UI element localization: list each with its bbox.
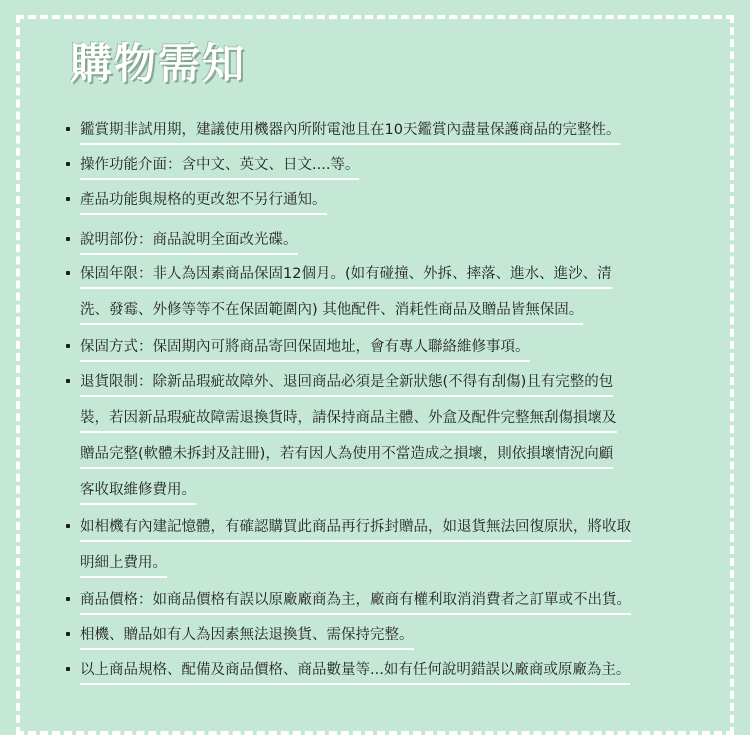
note-text: 鑑賞期非試用期，建議使用機器內所附電池且在10天鑑賞內盡量保護商品的完整性。 [80, 119, 620, 145]
note-line [80, 552, 167, 584]
bullet-icon [66, 237, 70, 241]
note-line [80, 154, 359, 186]
bullet-icon [66, 344, 70, 348]
note-line [80, 624, 414, 656]
note-line [80, 516, 631, 548]
note-text: 如相機有內建記憶體，有確認購買此商品再行拆封贈品，如退貨無法回復原狀，將收取 [80, 516, 631, 542]
note-text: 裝，若因新品瑕疵故障需退換貨時，請保持商品主體、外盒及配件完整無刮傷損壞及 [80, 407, 617, 433]
page-title: 購物需知 [70, 39, 247, 88]
note-text: 操作功能介面：含中文、英文、日文....等。 [80, 154, 359, 180]
note-text: 保固方式：保固期內可將商品寄回保固地址，會有專人聯絡維修事項。 [80, 336, 530, 362]
note-line [80, 263, 612, 295]
bullet-icon [66, 524, 70, 528]
bullet-icon [66, 162, 70, 166]
note-text: 產品功能與規格的更改恕不另行通知。 [80, 189, 327, 215]
note-line [80, 119, 620, 151]
bullet-icon [66, 632, 70, 636]
note-line [80, 189, 327, 221]
note-line [80, 659, 630, 691]
note-line [80, 479, 196, 511]
note-text: 商品價格：如商品價格有誤以原廠廠商為主，廠商有權利取消消費者之訂單或不出貨。 [80, 589, 631, 615]
note-text: 說明部份：商品說明全面改光碟。 [80, 229, 298, 255]
note-text: 退貨限制：除新品瑕疵故障外、退回商品必須是全新狀態(不得有刮傷)且有完整的包 [80, 371, 613, 397]
note-line [80, 229, 298, 261]
note-text: 相機、贈品如有人為因素無法退換貨、需保持完整。 [80, 624, 414, 650]
bullet-icon [66, 127, 70, 131]
note-text: 明細上費用。 [80, 552, 167, 578]
note-line [80, 336, 530, 368]
bullet-icon [66, 271, 70, 275]
note-text: 洗、發霉、外修等等不在保固範圍內) 其他配件、消耗性商品及贈品皆無保固。 [80, 299, 583, 325]
note-line [80, 589, 631, 621]
note-text: 保固年限：非人為因素商品保固12個月。(如有碰撞、外拆、摔落、進水、進沙、清 [80, 263, 612, 289]
bullet-icon [66, 667, 70, 671]
note-text: 贈品完整(軟體未拆封及註冊)，若有因人為使用不當造成之損壞，則依損壞情況向顧 [80, 443, 613, 469]
note-line [80, 371, 613, 403]
note-line [80, 299, 583, 331]
bullet-icon [66, 597, 70, 601]
bullet-icon [66, 379, 70, 383]
note-line [80, 407, 617, 439]
note-text: 客收取維修費用。 [80, 479, 196, 505]
note-line [80, 443, 613, 475]
bullet-icon [66, 197, 70, 201]
note-text: 以上商品規格、配備及商品價格、商品數量等...如有任何說明錯誤以廠商或原廠為主。 [80, 659, 630, 685]
